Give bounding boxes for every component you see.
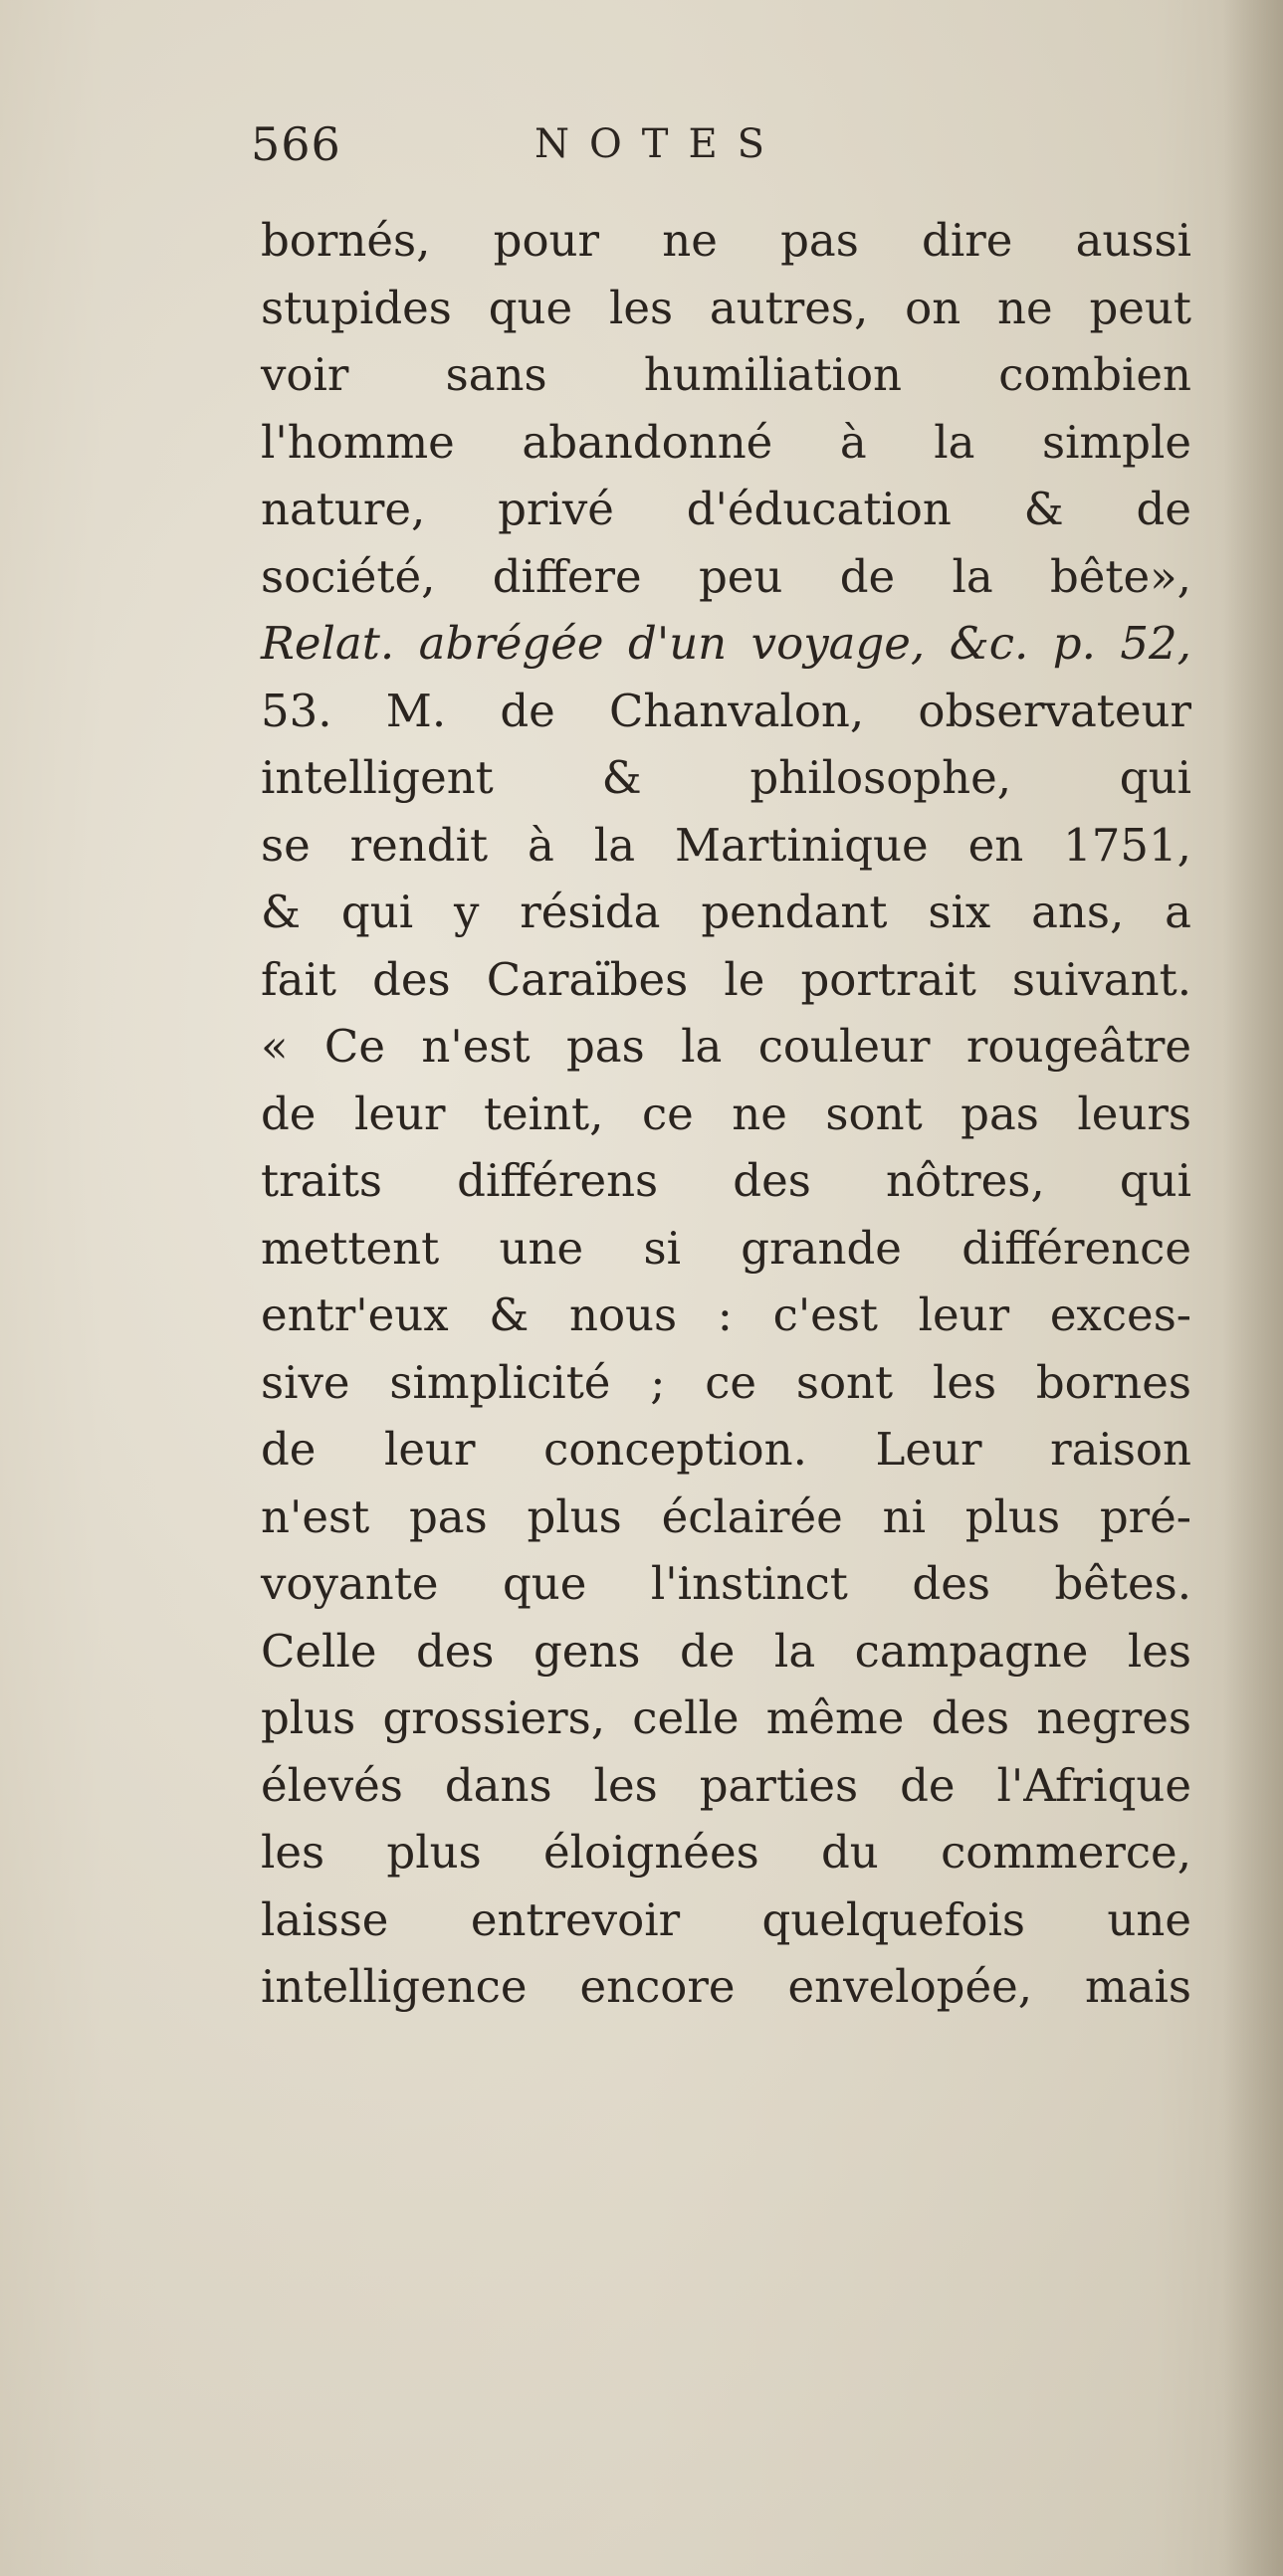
page-gutter-shadow — [1223, 0, 1283, 2576]
text-line: laisse entrevoir quelquefois une — [261, 1892, 1191, 1946]
text-line: l'homme abandonné à la simple — [261, 415, 1191, 469]
text-line: de leur teint, ce ne sont pas leurs — [261, 1087, 1191, 1140]
page-header — [251, 117, 908, 187]
body-text — [261, 207, 1191, 2021]
text-line: intelligence encore envelopée, mais — [261, 1960, 1191, 2013]
text-line: société, differe peu de la bête», — [261, 549, 1191, 603]
text-line: mettent une si grande différence — [261, 1221, 1191, 1275]
text-line: traits différens des nôtres, qui — [261, 1154, 1191, 1207]
text-line: 53. M. de Chanvalon, observateur — [261, 684, 1191, 737]
text-line: de leur conception. Leur raison — [261, 1423, 1191, 1476]
text-line: n'est pas plus éclairée ni plus pré- — [261, 1489, 1191, 1543]
page-number: 566 — [251, 117, 341, 171]
text-line: fait des Caraïbes le portrait suivant. — [261, 952, 1191, 1006]
text-line: Celle des gens de la campagne les — [261, 1624, 1191, 1678]
running-head: NOTES — [535, 121, 785, 167]
text-line: bornés, pour ne pas dire aussi — [261, 214, 1191, 267]
text-line: plus grossiers, celle même des negres — [261, 1691, 1191, 1744]
text-line: « Ce n'est pas la couleur rougeâtre — [261, 1020, 1191, 1073]
text-line: sive simplicité ; ce sont les bornes — [261, 1355, 1191, 1409]
text-line: intelligent & philosophe, qui — [261, 751, 1191, 804]
text-line: & qui y résida pendant six ans, a — [261, 886, 1191, 938]
text-line: nature, privé d'éducation & de — [261, 483, 1191, 535]
text-line: les plus éloignées du commerce, — [261, 1826, 1191, 1879]
text-line: élevés dans les parties de l'Afrique — [261, 1758, 1191, 1812]
text-line: se rendit à la Martinique en 1751, — [261, 818, 1191, 872]
citation-line: Relat. abrégée d'un voyage, &c. p. 52, — [261, 617, 1191, 670]
text-line: entr'eux & nous : c'est leur exces- — [261, 1288, 1191, 1341]
text-line: voir sans humiliation combien — [261, 348, 1191, 401]
text-line: stupides que les autres, on ne peut — [261, 281, 1191, 334]
text-line: voyante que l'instinct des bêtes. — [261, 1557, 1191, 1610]
